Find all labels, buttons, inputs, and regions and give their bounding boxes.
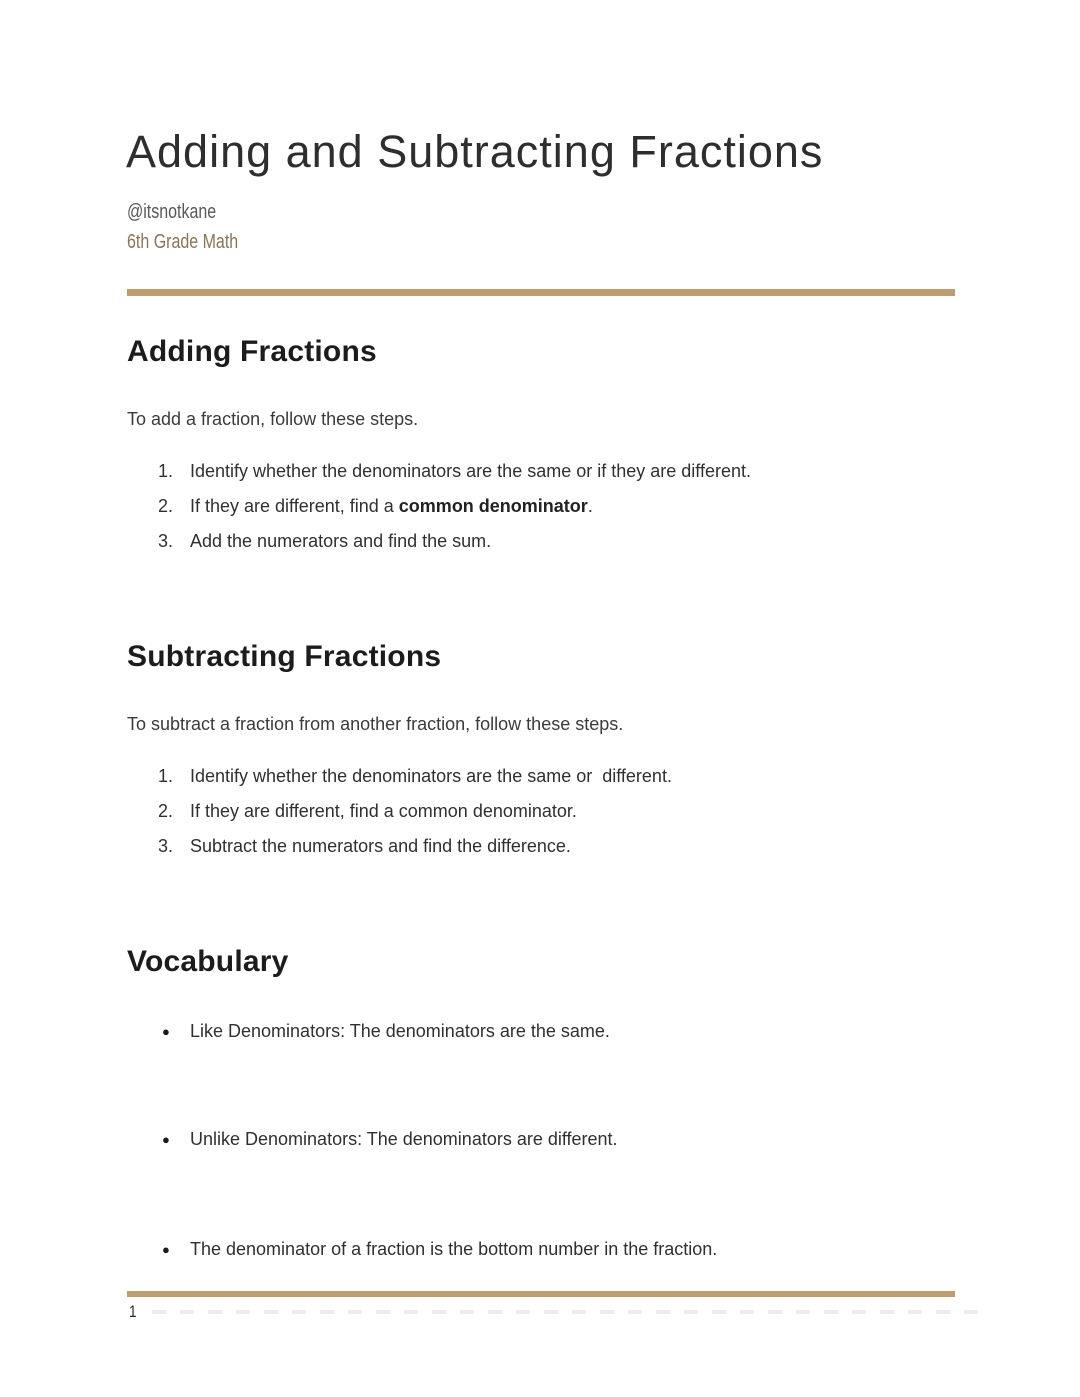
list-item-text: If they are different, find a [190, 496, 399, 516]
page-number [129, 1301, 138, 1323]
bullet-item-text: The denominator of a fraction is the bottom number in the fraction. [190, 1239, 718, 1259]
course-subtitle [127, 230, 266, 254]
list-item-text: If they are different, find a common denominator. [190, 801, 577, 821]
list-item-text: Add the numerators and find the sum. [190, 531, 492, 551]
bullet-item-text: Like Denominators: The denominators are the same. [190, 1021, 610, 1041]
list-item-text-after: . [587, 496, 593, 516]
footer-divider [127, 1291, 955, 1297]
course-subtitle-text: 6th Grade Math [127, 231, 239, 253]
footer-dash-pattern [152, 1310, 985, 1314]
adding-list-item-1 [158, 459, 751, 484]
list-number: 2. [158, 801, 174, 821]
bullet-icon: ● [162, 1024, 170, 1039]
list-item-text: Subtract the numerators and find the difference. [190, 836, 571, 856]
page-title: Adding and Subtracting Fractions [126, 126, 824, 177]
subtracting-intro-paragraph: To subtract a fraction from another fraction, follow these steps. [127, 714, 624, 734]
vocab-bullet-item-2 [162, 1127, 618, 1152]
vocab-bullet-item-1 [162, 1019, 610, 1044]
adding-list-item-2 [158, 494, 593, 519]
page-number-text: 1 [129, 1302, 137, 1321]
subtracting-list-item-3 [158, 834, 571, 859]
adding-intro-paragraph: To add a fraction, follow these steps. [127, 409, 419, 429]
list-number: 3. [158, 531, 174, 551]
vocab-bullet-item-3 [162, 1237, 717, 1262]
subtracting-list-item-1 [158, 764, 672, 789]
list-number: 1. [158, 766, 174, 786]
header-divider [127, 289, 955, 296]
bullet-icon: ● [162, 1242, 170, 1257]
list-number: 2. [158, 496, 174, 516]
author-handle-text: @itsnotkane [127, 201, 217, 223]
section-heading-vocabulary: Vocabulary [127, 945, 289, 978]
section-heading-adding: Adding Fractions [127, 335, 377, 368]
author-handle [127, 200, 238, 224]
list-item-text: Identify whether the denominators are the same or different. [190, 766, 672, 786]
list-number: 3. [158, 836, 174, 856]
adding-list-item-3 [158, 529, 491, 554]
section-heading-subtracting: Subtracting Fractions [127, 640, 442, 673]
bullet-icon: ● [162, 1132, 170, 1147]
list-item-text: Identify whether the denominators are the same or if they are different. [190, 461, 751, 481]
subtracting-list-item-2 [158, 799, 577, 824]
list-number: 1. [158, 461, 174, 481]
list-item-bold-text: common denominator [398, 496, 588, 516]
bullet-item-text: Unlike Denominators: The denominators are different. [190, 1129, 618, 1149]
